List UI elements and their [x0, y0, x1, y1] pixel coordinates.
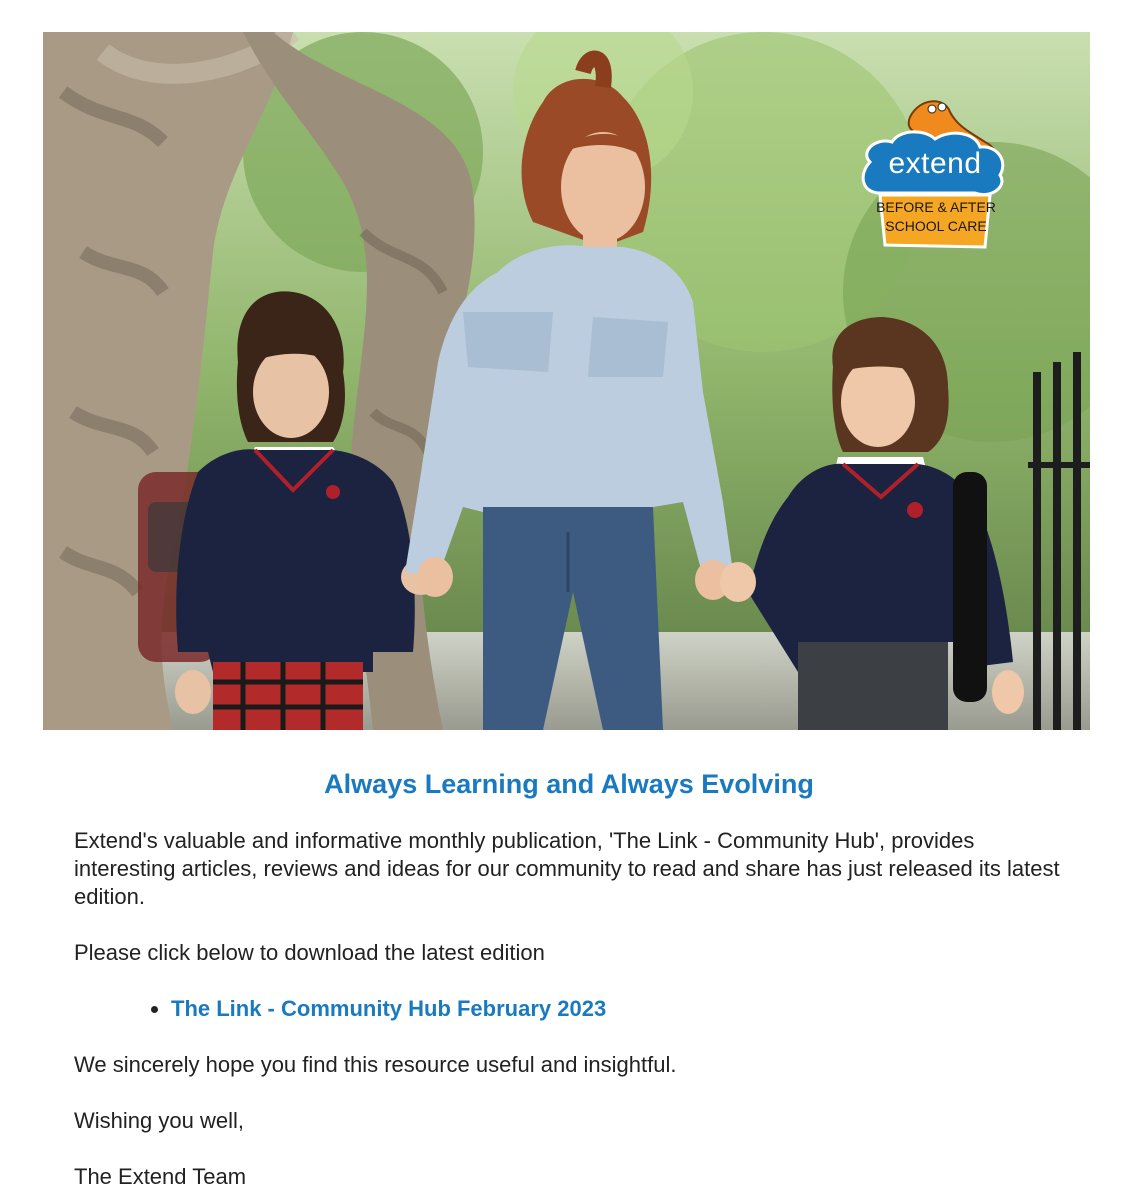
- closing-paragraph: We sincerely hope you find this resource useful and insightful.: [74, 1052, 677, 1077]
- hero-image: [43, 32, 1090, 730]
- extend-tagline-line1: BEFORE & AFTER: [876, 199, 996, 215]
- list-item: [171, 995, 1064, 1023]
- cta-paragraph: Please click below to download the latest edition: [74, 940, 545, 965]
- extend-tagline-line2: SCHOOL CARE: [885, 218, 987, 234]
- download-links-list: [74, 995, 1064, 1023]
- community-hub-download-link[interactable]: The Link - Community Hub February 2023: [171, 996, 607, 1021]
- article-headline: Always Learning and Always Evolving: [324, 769, 814, 799]
- article-body: [74, 764, 1064, 1191]
- signoff-text: Wishing you well,: [74, 1108, 244, 1133]
- signature-text: The Extend Team: [74, 1164, 247, 1189]
- intro-paragraph: Extend's valuable and informative monthly publication, 'The Link - Community Hub', provides interesting articles, reviews and ideas for our community to read and share has just released its latest edition.: [74, 828, 1060, 909]
- extend-wordmark: extend: [888, 147, 982, 180]
